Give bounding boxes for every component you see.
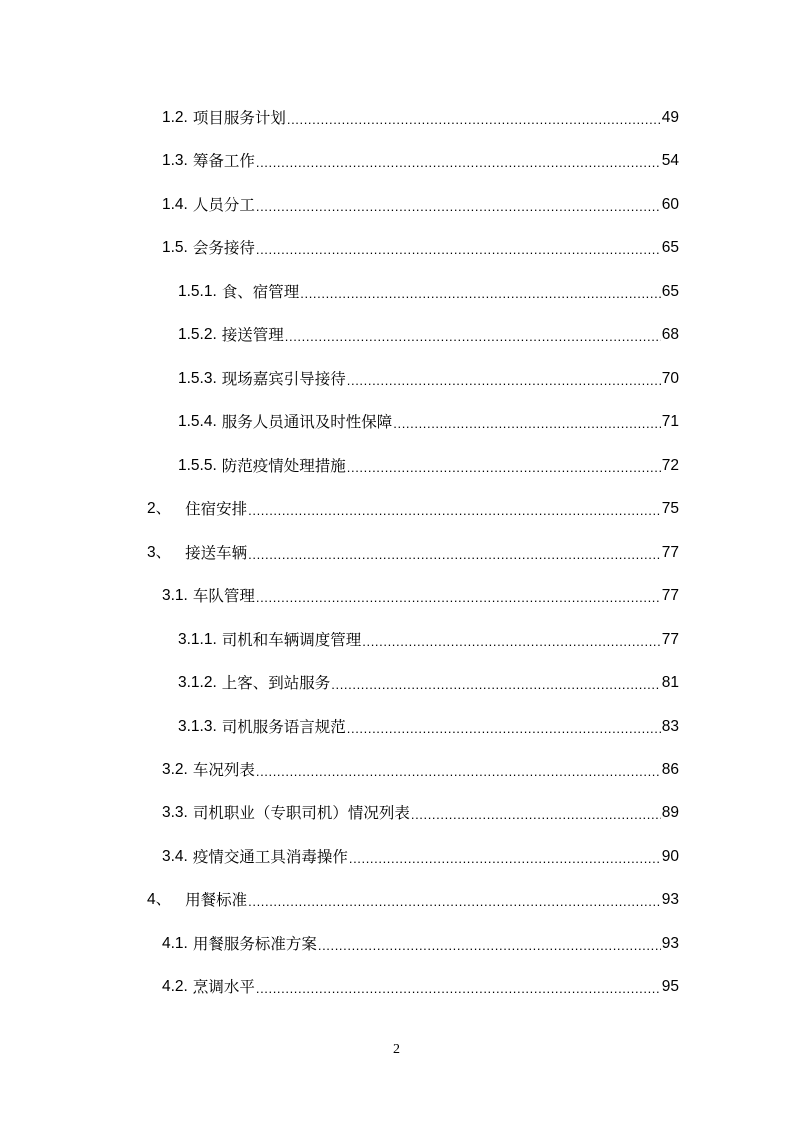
toc-entry-3[interactable] [147, 540, 679, 566]
toc-dot-leader [318, 933, 661, 959]
toc-entry-page: 86 [661, 761, 679, 778]
toc-entry-number: 3.2. [162, 761, 188, 778]
toc-entry-page: 54 [661, 152, 679, 169]
toc-entry-title: 车况列表 [192, 761, 255, 779]
toc-entry-number: 1.4. [162, 196, 188, 213]
toc-entry-page: 89 [661, 804, 679, 821]
toc-entry-title: 司机服务语言规范 [221, 718, 346, 736]
toc-entry-page: 71 [661, 413, 679, 430]
toc-entry-page: 70 [661, 370, 679, 387]
toc-entry-page: 90 [661, 848, 679, 865]
toc-entry-1-2[interactable] [162, 105, 679, 131]
toc-dot-leader [256, 759, 661, 785]
toc-entry-page: 77 [661, 631, 679, 648]
toc-entry-3-1-1[interactable] [178, 627, 679, 653]
toc-entry-page: 49 [661, 109, 679, 126]
toc-entry-title: 用餐服务标准方案 [192, 935, 317, 953]
toc-entry-3-1-2[interactable] [178, 670, 679, 696]
toc-entry-4-1[interactable] [162, 931, 679, 957]
toc-entry-page: 60 [661, 196, 679, 213]
toc-entry-number: 1.2. [162, 109, 188, 126]
toc-entry-page: 77 [661, 587, 679, 604]
toc-entry-3-1[interactable] [162, 583, 679, 609]
toc-entry-3-4[interactable] [162, 844, 679, 870]
toc-entry-1-5-2[interactable] [178, 322, 679, 348]
toc-entry-title: 司机职业（专职司机）情况列表 [192, 804, 410, 822]
toc-entry-title: 用餐标准 [185, 891, 248, 909]
toc-entry-title: 烹调水平 [192, 978, 255, 996]
toc-entry-1-3[interactable] [162, 148, 679, 174]
toc-entry-number: 1.5.1. [178, 283, 217, 300]
toc-entry-number: 3.3. [162, 804, 188, 821]
toc-dot-leader [248, 889, 661, 915]
toc-dot-leader [347, 368, 661, 394]
toc-dot-leader [256, 585, 661, 611]
toc-entry-number: 1.3. [162, 152, 188, 169]
toc-entry-page: 75 [661, 500, 679, 517]
toc-entry-title: 住宿安排 [185, 500, 248, 518]
toc-entry-page: 65 [661, 239, 679, 256]
toc-entry-number: 1.5.3. [178, 370, 217, 387]
toc-entry-page: 77 [661, 544, 679, 561]
toc-entry-4[interactable] [147, 887, 679, 913]
toc-dot-leader [248, 498, 661, 524]
toc-entry-1-5-1[interactable] [178, 279, 679, 305]
toc-dot-leader [248, 542, 661, 568]
toc-entry-number: 4.2. [162, 978, 188, 995]
toc-dot-leader [347, 716, 661, 742]
toc-entry-1-5-3[interactable] [178, 366, 679, 392]
toc-entry-3-1-3[interactable] [178, 714, 679, 740]
toc-entry-number: 1.5.5. [178, 457, 217, 474]
toc-entry-1-5[interactable] [162, 235, 679, 261]
toc-entry-2[interactable] [147, 496, 679, 522]
toc-entry-number: 4.1. [162, 935, 188, 952]
toc-entry-number: 3.1.3. [178, 718, 217, 735]
toc-dot-leader [300, 281, 660, 307]
toc-entry-number: 1.5. [162, 239, 188, 256]
toc-dot-leader [411, 802, 661, 828]
toc-dot-leader [256, 237, 661, 263]
toc-dot-leader [256, 976, 661, 1002]
toc-entry-3-2[interactable] [162, 757, 679, 783]
toc-dot-leader [393, 411, 660, 437]
toc-entry-page: 83 [661, 718, 679, 735]
toc-entry-page: 68 [661, 326, 679, 343]
toc-entry-title: 疫情交通工具消毒操作 [192, 848, 348, 866]
toc-entry-page: 81 [661, 674, 679, 691]
toc-entry-1-5-4[interactable] [178, 409, 679, 435]
toc-entry-page: 93 [661, 891, 679, 908]
toc-entry-title: 上客、到站服务 [221, 674, 331, 692]
toc-entry-title: 会务接待 [192, 239, 255, 257]
toc-dot-leader [256, 150, 661, 176]
toc-entry-page: 93 [661, 935, 679, 952]
toc-entry-title: 防范疫情处理措施 [221, 457, 346, 475]
toc-entry-number: 4、 [147, 891, 172, 908]
toc-dot-leader [347, 455, 661, 481]
toc-dot-leader [331, 672, 660, 698]
toc-entry-number: 3.1. [162, 587, 188, 604]
toc-entry-title: 车队管理 [192, 587, 255, 605]
toc-entry-title: 司机和车辆调度管理 [221, 631, 362, 649]
toc-entry-number: 3.1.2. [178, 674, 217, 691]
toc-dot-leader [256, 194, 661, 220]
toc-entry-title: 食、宿管理 [221, 283, 300, 301]
toc-entry-title: 接送管理 [221, 326, 284, 344]
toc-dot-leader [362, 629, 660, 655]
toc-entry-title: 人员分工 [192, 196, 255, 214]
toc-entry-title: 服务人员通讯及时性保障 [221, 413, 393, 431]
toc-entry-page: 72 [661, 457, 679, 474]
toc-entry-title: 筹备工作 [192, 152, 255, 170]
toc-entry-page: 65 [661, 283, 679, 300]
toc-entry-number: 1.5.4. [178, 413, 217, 430]
toc-entry-1-5-5[interactable] [178, 453, 679, 479]
toc-entry-number: 3、 [147, 544, 172, 561]
toc-entry-title: 接送车辆 [185, 544, 248, 562]
toc-dot-leader [285, 324, 661, 350]
toc-entry-title: 现场嘉宾引导接待 [221, 370, 346, 388]
toc-entry-number: 1.5.2. [178, 326, 217, 343]
page-number: 2 [393, 1042, 400, 1057]
toc-entry-number: 2、 [147, 500, 172, 517]
toc-dot-leader [287, 107, 661, 133]
toc-entry-number: 3.1.1. [178, 631, 217, 648]
toc-entry-title: 项目服务计划 [192, 109, 286, 127]
toc-entry-page: 95 [661, 978, 679, 995]
toc-entry-4-2[interactable] [162, 974, 679, 1000]
toc-entry-number: 3.4. [162, 848, 188, 865]
toc-entry-3-3[interactable] [162, 800, 679, 826]
toc-entry-1-4[interactable] [162, 192, 679, 218]
toc-dot-leader [349, 846, 661, 872]
